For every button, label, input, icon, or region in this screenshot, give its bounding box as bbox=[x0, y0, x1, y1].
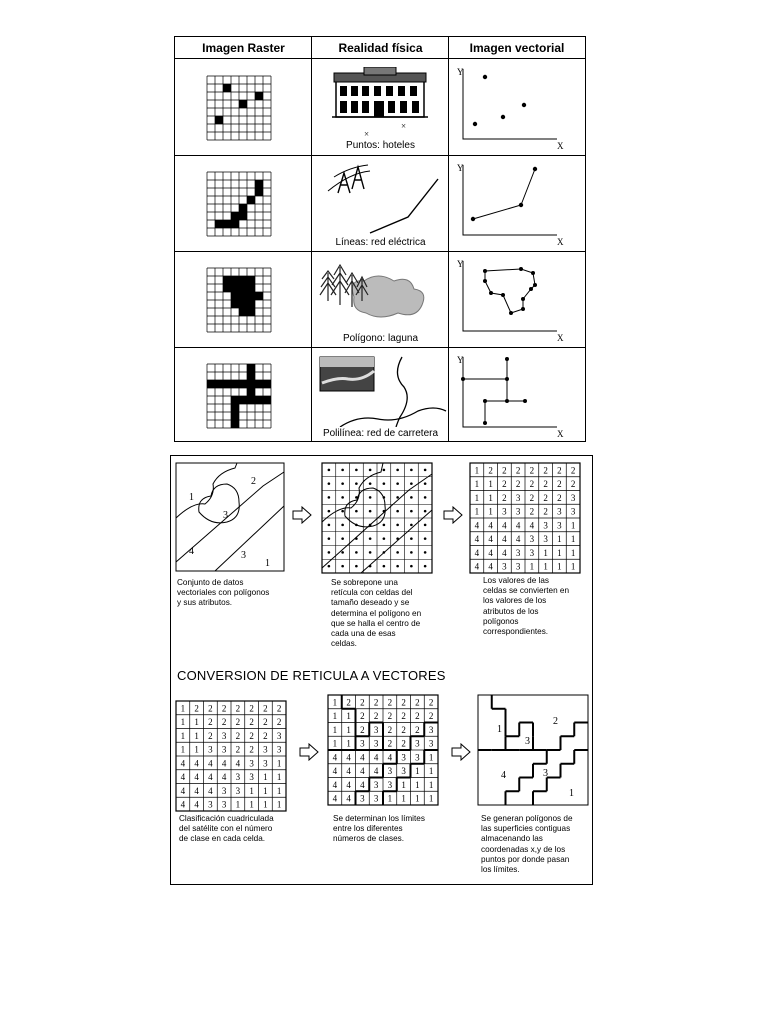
grid-cell-value: 4 bbox=[474, 547, 480, 558]
svg-text:X: X bbox=[557, 237, 564, 247]
grid-cell-value: 1 bbox=[557, 534, 562, 545]
grid-cell-value: 1 bbox=[263, 785, 268, 796]
grid-cell-value: 1 bbox=[180, 744, 186, 755]
grid-cell-value: 2 bbox=[249, 717, 254, 728]
grid-cell-value: 3 bbox=[373, 724, 379, 735]
grid-cell-value: 2 bbox=[415, 697, 420, 708]
grid-cell-value: 4 bbox=[515, 520, 521, 531]
grid-cell-value: 2 bbox=[373, 697, 379, 708]
grid-cell-value: 4 bbox=[502, 547, 507, 558]
grid-cell-value: 3 bbox=[557, 520, 562, 531]
grid-cell-value: 2 bbox=[415, 724, 420, 735]
raster-polygon-grid bbox=[205, 266, 273, 334]
grid-cell-value: 1 bbox=[474, 465, 480, 476]
svg-text:4: 4 bbox=[501, 770, 506, 781]
grid-cell-value: 1 bbox=[474, 479, 480, 490]
caption-polyline: Polilínea: red de carretera bbox=[322, 428, 439, 439]
grid-cell-value: 1 bbox=[346, 724, 351, 735]
svg-text:Y: Y bbox=[457, 163, 464, 173]
grid-cell-value: 4 bbox=[502, 520, 507, 531]
grid-cell-value: 2 bbox=[221, 703, 227, 714]
vector-points-plot bbox=[457, 63, 581, 151]
grid-cell-value: 2 bbox=[249, 703, 254, 714]
grid-cell-value: 2 bbox=[235, 717, 241, 728]
grid-cell-value: 4 bbox=[346, 766, 351, 777]
svg-text:2: 2 bbox=[553, 716, 558, 727]
grid-cell-value: 2 bbox=[387, 711, 393, 722]
grid-cell-value: 2 bbox=[263, 703, 268, 714]
grid-cell-value: 1 bbox=[570, 561, 576, 572]
grid-cell-value: 1 bbox=[428, 766, 434, 777]
grid-cell-value: 4 bbox=[515, 534, 521, 545]
grid-cell-value: 2 bbox=[276, 717, 282, 728]
grid-cell-value: 4 bbox=[194, 772, 199, 783]
grid-cell-value: 3 bbox=[387, 779, 393, 790]
vector-polygon-plot bbox=[457, 255, 581, 343]
grid-cell-value: 3 bbox=[529, 534, 535, 545]
grid-cell-value: 1 bbox=[570, 534, 576, 545]
grid-cell-value: 2 bbox=[249, 744, 254, 755]
arrow-right-icon bbox=[299, 743, 319, 761]
grid-cell-value: 3 bbox=[557, 506, 562, 517]
grid-cell-value: 2 bbox=[502, 479, 507, 490]
class-boundaries-grid bbox=[327, 694, 439, 806]
grid-cell-value: 2 bbox=[194, 703, 199, 714]
conversion-process-panel bbox=[170, 455, 593, 885]
grid-cell-value: 4 bbox=[346, 793, 351, 804]
grid-cell-value: 1 bbox=[529, 561, 535, 572]
grid-cell-value: 1 bbox=[276, 785, 282, 796]
grid-cell-value: 2 bbox=[529, 506, 535, 517]
grid-cell-value: 2 bbox=[502, 465, 507, 476]
caption-lines: Líneas: red eléctrica bbox=[335, 237, 426, 248]
grid-cell-value: 2 bbox=[360, 697, 365, 708]
classification-grid bbox=[175, 700, 287, 812]
grid-cell-value: 2 bbox=[529, 479, 535, 490]
grid-cell-value: 1 bbox=[474, 506, 480, 517]
grid-cell-value: 4 bbox=[180, 758, 186, 769]
grid-cell-value: 3 bbox=[263, 758, 268, 769]
grid-cell-value: 4 bbox=[194, 758, 199, 769]
section-title: CONVERSION DE RETICULA A VECTORES bbox=[177, 668, 446, 683]
grid-cell-value: 1 bbox=[332, 697, 338, 708]
grid-cell-value: 3 bbox=[221, 799, 227, 810]
grid-cell-value: 2 bbox=[557, 492, 562, 503]
grid-cell-value: 1 bbox=[557, 561, 562, 572]
grid-cell-value: 2 bbox=[387, 738, 393, 749]
grid-cell-value: 1 bbox=[428, 779, 434, 790]
grid-cell-value: 4 bbox=[332, 793, 338, 804]
grid-cell-value: 4 bbox=[360, 766, 365, 777]
grid-cell-value: 1 bbox=[276, 772, 282, 783]
grid-cell-value: 3 bbox=[249, 772, 254, 783]
grid-cell-value: 1 bbox=[263, 772, 268, 783]
grid-cell-value: 1 bbox=[194, 717, 199, 728]
cell-values-grid-top bbox=[469, 462, 581, 574]
grid-cell-value: 3 bbox=[263, 744, 268, 755]
grid-cell-value: 4 bbox=[221, 772, 227, 783]
raster-lines-grid bbox=[205, 170, 273, 238]
grid-cell-value: 3 bbox=[208, 799, 213, 810]
grid-cell-value: 3 bbox=[415, 752, 420, 763]
grid-cell-value: 3 bbox=[515, 492, 521, 503]
arrow-right-icon bbox=[292, 506, 312, 524]
grid-cell-value: 4 bbox=[387, 752, 393, 763]
grid-cell-value: 3 bbox=[373, 779, 379, 790]
grid-cell-value: 1 bbox=[415, 793, 420, 804]
grid-cell-value: 3 bbox=[401, 766, 406, 777]
grid-cell-value: 4 bbox=[194, 799, 199, 810]
grid-cell-value: 2 bbox=[557, 465, 562, 476]
arrow-right-icon bbox=[443, 506, 463, 524]
grid-cell-value: 3 bbox=[360, 738, 365, 749]
grid-cell-value: 1 bbox=[387, 793, 393, 804]
grid-cell-value: 3 bbox=[221, 744, 227, 755]
grid-cell-value: 1 bbox=[557, 547, 562, 558]
grid-cell-value: 2 bbox=[543, 465, 548, 476]
grid-cell-value: 1 bbox=[249, 785, 254, 796]
vector-lines-plot bbox=[457, 159, 581, 247]
grid-cell-value: 3 bbox=[502, 506, 507, 517]
grid-cell-value: 3 bbox=[360, 793, 365, 804]
grid-cell-value: 4 bbox=[332, 752, 338, 763]
caption-points: Puntos: hoteles bbox=[346, 140, 415, 151]
grid-cell-value: 2 bbox=[263, 730, 268, 741]
svg-text:X: X bbox=[557, 333, 564, 343]
svg-text:Y: Y bbox=[457, 355, 464, 365]
grid-cell-value: 1 bbox=[488, 506, 493, 517]
grid-cell-value: 2 bbox=[276, 703, 282, 714]
svg-text:X: X bbox=[557, 141, 564, 151]
grid-cell-value: 1 bbox=[332, 738, 338, 749]
grid-cell-value: 4 bbox=[346, 752, 351, 763]
grid-cell-value: 3 bbox=[428, 724, 434, 735]
grid-cell-value: 4 bbox=[346, 779, 351, 790]
grid-cell-value: 4 bbox=[488, 561, 493, 572]
grid-cell-value: 3 bbox=[387, 766, 393, 777]
grid-cell-value: 1 bbox=[194, 730, 199, 741]
grid-cell-value: 1 bbox=[180, 717, 186, 728]
grid-cell-value: 4 bbox=[488, 520, 493, 531]
step6-description: Se generan polígonos de las superficies contiguas almacenando las coordenadas x,y de los puntos por donde pasan los límites. bbox=[481, 814, 573, 875]
grid-cell-value: 1 bbox=[488, 479, 493, 490]
grid-cell-value: 1 bbox=[401, 793, 406, 804]
grid-cell-value: 1 bbox=[276, 799, 282, 810]
grid-cell-value: 2 bbox=[401, 724, 406, 735]
grid-cell-value: 2 bbox=[387, 724, 393, 735]
grid-cell-value: 2 bbox=[428, 711, 434, 722]
grid-cell-value: 3 bbox=[529, 547, 535, 558]
svg-text:3: 3 bbox=[241, 550, 246, 561]
grid-cell-value: 2 bbox=[221, 717, 227, 728]
grid-cell-value: 1 bbox=[194, 744, 199, 755]
grid-cell-value: 3 bbox=[515, 506, 521, 517]
grid-cell-value: 2 bbox=[208, 717, 213, 728]
grid-cell-value: 2 bbox=[346, 697, 351, 708]
grid-cell-value: 4 bbox=[360, 779, 365, 790]
lagoon-forest-illustration bbox=[318, 261, 446, 327]
grid-cell-value: 2 bbox=[235, 744, 241, 755]
grid-cell-value: 3 bbox=[401, 752, 406, 763]
grid-cell-value: 2 bbox=[401, 711, 406, 722]
grid-cell-value: 2 bbox=[543, 492, 548, 503]
header-raster: Imagen Raster bbox=[175, 37, 312, 59]
grid-cell-value: 3 bbox=[249, 758, 254, 769]
grid-cell-value: 2 bbox=[570, 465, 576, 476]
grid-cell-value: 3 bbox=[373, 793, 379, 804]
grid-cell-value: 4 bbox=[488, 547, 493, 558]
grid-cell-value: 1 bbox=[346, 711, 351, 722]
svg-text:×: × bbox=[401, 121, 407, 131]
grid-cell-value: 2 bbox=[543, 506, 548, 517]
grid-cell-value: 4 bbox=[474, 520, 480, 531]
svg-text:X: X bbox=[557, 429, 564, 439]
grid-cell-value: 2 bbox=[570, 479, 576, 490]
grid-cell-value: 4 bbox=[332, 766, 338, 777]
header-reality: Realidad física bbox=[312, 37, 449, 59]
grid-cell-value: 2 bbox=[529, 465, 535, 476]
grid-cell-value: 4 bbox=[208, 785, 213, 796]
grid-cell-value: 3 bbox=[415, 738, 420, 749]
power-line-illustration bbox=[320, 163, 440, 241]
grid-cell-value: 4 bbox=[180, 799, 186, 810]
grid-cell-value: 3 bbox=[502, 561, 507, 572]
grid-cell-value: 2 bbox=[515, 465, 521, 476]
grid-cell-value: 1 bbox=[332, 724, 338, 735]
raster-polyline-grid bbox=[205, 362, 273, 430]
grid-cell-value: 3 bbox=[276, 744, 282, 755]
raster-points-grid bbox=[205, 74, 273, 142]
grid-cell-value: 1 bbox=[415, 766, 420, 777]
grid-cell-value: 1 bbox=[543, 547, 548, 558]
grid-cell-value: 1 bbox=[488, 492, 493, 503]
grid-cell-value: 4 bbox=[474, 534, 480, 545]
grid-cell-value: 1 bbox=[570, 520, 576, 531]
grid-cell-value: 4 bbox=[474, 561, 480, 572]
grid-cell-value: 2 bbox=[387, 697, 393, 708]
svg-text:4: 4 bbox=[189, 546, 194, 557]
grid-cell-value: 4 bbox=[332, 779, 338, 790]
arrow-right-icon bbox=[451, 743, 471, 761]
vector-polygons-map bbox=[175, 462, 285, 572]
svg-text:3: 3 bbox=[223, 510, 228, 521]
grid-cell-value: 1 bbox=[263, 799, 268, 810]
header-vector: Imagen vectorial bbox=[449, 37, 585, 59]
step1-description: Conjunto de datos vectoriales con polígonos y sus atributos. bbox=[177, 578, 270, 608]
grid-cell-value: 3 bbox=[373, 738, 379, 749]
grid-cell-value: 1 bbox=[428, 752, 434, 763]
grid-cell-value: 3 bbox=[221, 785, 227, 796]
grid-cell-value: 4 bbox=[235, 758, 241, 769]
grid-cell-value: 2 bbox=[543, 479, 548, 490]
grid-cell-value: 3 bbox=[208, 744, 213, 755]
grid-cell-value: 4 bbox=[502, 534, 507, 545]
grid-cell-value: 4 bbox=[373, 752, 379, 763]
grid-cell-value: 3 bbox=[235, 785, 241, 796]
grid-cell-value: 1 bbox=[543, 561, 548, 572]
grid-cell-value: 4 bbox=[221, 758, 227, 769]
step5-description: Se determinan los límites entre los diferentes números de clases. bbox=[333, 814, 425, 844]
grid-cell-value: 2 bbox=[360, 711, 365, 722]
grid-cell-value: 2 bbox=[208, 703, 213, 714]
grid-cell-value: 3 bbox=[543, 520, 548, 531]
grid-cell-value: 2 bbox=[401, 738, 406, 749]
grid-cell-value: 1 bbox=[180, 703, 186, 714]
grid-cell-value: 2 bbox=[502, 492, 507, 503]
grid-cell-value: 3 bbox=[570, 506, 576, 517]
svg-text:1: 1 bbox=[497, 724, 502, 735]
grid-cell-value: 2 bbox=[415, 711, 420, 722]
grid-cell-value: 1 bbox=[235, 799, 241, 810]
step2-description: Se sobrepone una retícula con celdas del tamaño deseado y se determina el polígono en que se halla el centro de cada una de esas celdas. bbox=[331, 578, 422, 649]
grid-cell-value: 1 bbox=[180, 730, 186, 741]
grid-cell-value: 3 bbox=[235, 772, 241, 783]
grid-cell-value: 1 bbox=[249, 799, 254, 810]
raster-vector-comparison-table bbox=[174, 36, 586, 442]
svg-text:Y: Y bbox=[457, 67, 464, 77]
grid-cell-value: 4 bbox=[488, 534, 493, 545]
grid-cell-value: 3 bbox=[221, 730, 227, 741]
grid-cell-value: 4 bbox=[180, 772, 186, 783]
grid-cell-value: 4 bbox=[208, 758, 213, 769]
grid-cell-value: 4 bbox=[373, 766, 379, 777]
hotel-building-illustration bbox=[330, 67, 430, 142]
grid-cell-value: 3 bbox=[543, 534, 548, 545]
svg-text:1: 1 bbox=[189, 492, 194, 503]
grid-cell-value: 2 bbox=[263, 717, 268, 728]
grid-cell-value: 2 bbox=[488, 465, 493, 476]
svg-text:Y: Y bbox=[457, 259, 464, 269]
grid-cell-value: 1 bbox=[401, 779, 406, 790]
grid-cell-value: 4 bbox=[529, 520, 535, 531]
grid-cell-value: 1 bbox=[346, 738, 351, 749]
grid-cell-value: 1 bbox=[428, 793, 434, 804]
grid-cell-value: 2 bbox=[249, 730, 254, 741]
grid-cell-value: 1 bbox=[570, 547, 576, 558]
grid-cell-value: 2 bbox=[428, 697, 434, 708]
grid-cell-value: 4 bbox=[194, 785, 199, 796]
step4-description: Clasificación cuadriculada del satélite con el número de clase en cada celda. bbox=[179, 814, 274, 844]
grid-cell-value: 2 bbox=[529, 492, 535, 503]
step3-description: Los valores de las celdas se convierten en los valores de los atributos de los polígonos correspondientes. bbox=[483, 576, 570, 637]
grid-cell-value: 1 bbox=[332, 711, 338, 722]
grid-cell-value: 3 bbox=[570, 492, 576, 503]
grid-cell-value: 2 bbox=[208, 730, 213, 741]
svg-text:×: × bbox=[364, 129, 370, 139]
grid-cell-value: 1 bbox=[474, 492, 480, 503]
grid-cell-value: 2 bbox=[515, 479, 521, 490]
grid-cell-value: 3 bbox=[515, 561, 521, 572]
grid-cell-value: 3 bbox=[515, 547, 521, 558]
grid-cell-value: 4 bbox=[360, 752, 365, 763]
svg-text:1: 1 bbox=[265, 558, 270, 569]
svg-text:3: 3 bbox=[525, 736, 530, 747]
grid-cell-value: 1 bbox=[276, 758, 282, 769]
grid-cell-value: 1 bbox=[415, 779, 420, 790]
grid-cell-value: 2 bbox=[373, 711, 379, 722]
grid-cell-value: 2 bbox=[401, 697, 406, 708]
overlay-grid-centers bbox=[321, 462, 433, 574]
grid-cell-value: 2 bbox=[557, 479, 562, 490]
svg-text:1: 1 bbox=[569, 788, 574, 799]
svg-text:2: 2 bbox=[251, 476, 256, 487]
vector-polyline-plot bbox=[457, 351, 581, 439]
grid-cell-value: 2 bbox=[360, 724, 365, 735]
grid-cell-value: 4 bbox=[208, 772, 213, 783]
grid-cell-value: 3 bbox=[276, 730, 282, 741]
grid-cell-value: 2 bbox=[235, 730, 241, 741]
grid-cell-value: 2 bbox=[235, 703, 241, 714]
grid-cell-value: 3 bbox=[428, 738, 434, 749]
caption-polygon: Polígono: laguna bbox=[342, 333, 419, 344]
svg-text:3: 3 bbox=[543, 768, 548, 779]
road-network-illustration bbox=[318, 355, 448, 427]
grid-cell-value: 4 bbox=[180, 785, 186, 796]
resulting-polygons-map bbox=[477, 694, 589, 806]
